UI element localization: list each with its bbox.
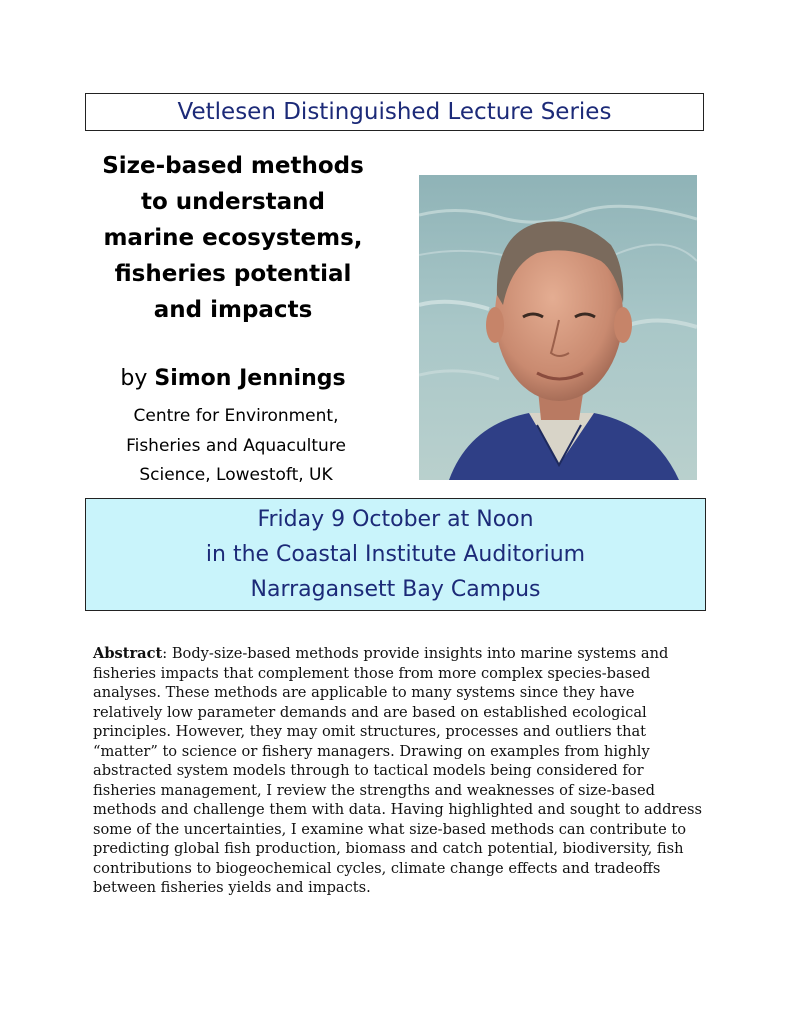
affiliation-line: Science, Lowestoft, UK: [139, 465, 333, 485]
event-venue: in the Coastal Institute Auditorium: [205, 542, 586, 567]
talk-title-line: marine ecosystems,: [103, 225, 363, 251]
event-details: [85, 498, 706, 611]
speaker-line: [86, 366, 380, 391]
speaker-affiliation: [96, 402, 376, 491]
event-campus: Narragansett Bay Campus: [250, 577, 541, 602]
talk-title-line: and impacts: [153, 297, 313, 323]
series-title: Vetlesen Distinguished Lecture Series: [177, 99, 612, 125]
by-label: by: [120, 366, 148, 391]
event-date: Friday 9 October at Noon: [257, 507, 534, 532]
abstract: [93, 644, 703, 898]
series-banner: [85, 93, 704, 131]
abstract-label: Abstract: [93, 645, 163, 662]
talk-title-line: fisheries potential: [114, 261, 352, 287]
abstract-text: : Body-size-based methods provide insights into marine systems and fisheries impacts that complement those from more complex species-based analyses. These methods are applicable to many systems since they have relatively low parameter demands and are based on established ecological principles. However, they may omit structures, processes and outliers that “matter” to science or fishery managers. Drawing on examples from highly abstracted system models through to tactical models being considered for fisheries management, I review the strengths and weaknesses of size-based methods and challenge them with data. Having highlighted and sought to address some of the uncertainties, I examine what size-based methods can contribute to predicting global fish production, biomass and catch potential, biodiversity, fish contributions to biogeochemical cycles, climate change effects and tradeoffs between fisheries yields and impacts.: [93, 645, 703, 896]
affiliation-line: Centre for Environment,: [133, 406, 339, 426]
talk-title-line: to understand: [141, 189, 325, 215]
speaker-photo: [419, 175, 697, 480]
speaker-name: Simon Jennings: [154, 366, 346, 391]
talk-title-line: Size-based methods: [102, 153, 364, 179]
talk-title: [86, 148, 380, 328]
affiliation-line: Fisheries and Aquaculture: [126, 435, 346, 456]
